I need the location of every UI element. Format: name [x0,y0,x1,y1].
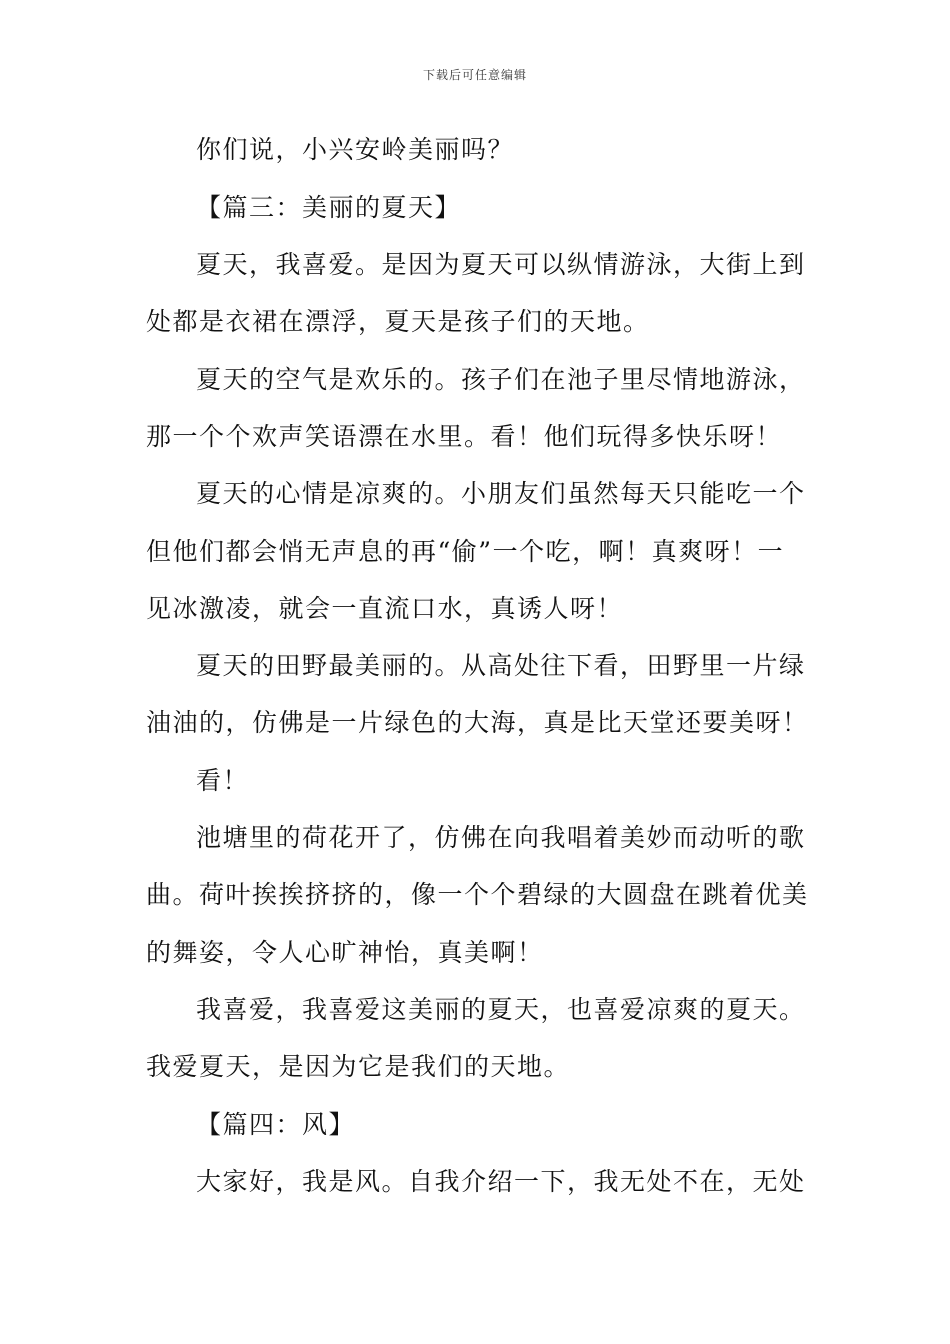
text-line: 那一个个欢声笑语漂在水里。看！他们玩得多快乐呀！ [146,422,783,451]
text-line: 你们说，小兴安岭美丽吗？ [196,135,515,164]
text-line: 处都是衣裙在漂浮，夏天是孩子们的天地。 [146,307,650,336]
text-line: 我爱夏天，是因为它是我们的天地。 [146,1052,571,1081]
text-line: 夏天的空气是欢乐的。孩子们在池子里尽情地游泳， [196,365,806,394]
text-line: 池塘里的荷花开了，仿佛在向我唱着美妙而动听的歌 [196,823,806,852]
text-line: 大家好，我是风。自我介绍一下，我无处不在，无处 [196,1167,806,1196]
text-line: 的舞姿，令人心旷神怡，真美啊！ [146,938,544,967]
text-line: 但他们都会悄无声息的再“偷”一个吃，啊！真爽呀！一 [146,537,785,566]
section-heading: 【篇三：美丽的夏天】 [196,193,462,222]
page-header: 下载后可任意编辑 [422,68,527,82]
text-line: 夏天的心情是凉爽的。小朋友们虽然每天只能吃一个 [196,479,806,508]
text-line: 油油的，仿佛是一片绿色的大海，真是比天堂还要美呀！ [146,708,809,737]
text-line: 夏天，我喜爱。是因为夏天可以纵情游泳，大街上到 [196,250,806,279]
section-heading: 【篇四：风】 [196,1110,356,1139]
text-line: 看！ [196,766,250,795]
text-line: 夏天的田野最美丽的。从高处往下看，田野里一片绿 [196,651,806,680]
text-line: 见冰激凌，就会一直流口水，真诱人呀！ [146,594,624,623]
text-line: 我喜爱，我喜爱这美丽的夏天，也喜爱凉爽的夏天。 [196,995,806,1024]
text-line: 曲。荷叶挨挨挤挤的，像一个个碧绿的大圆盘在跳着优美 [146,880,809,909]
